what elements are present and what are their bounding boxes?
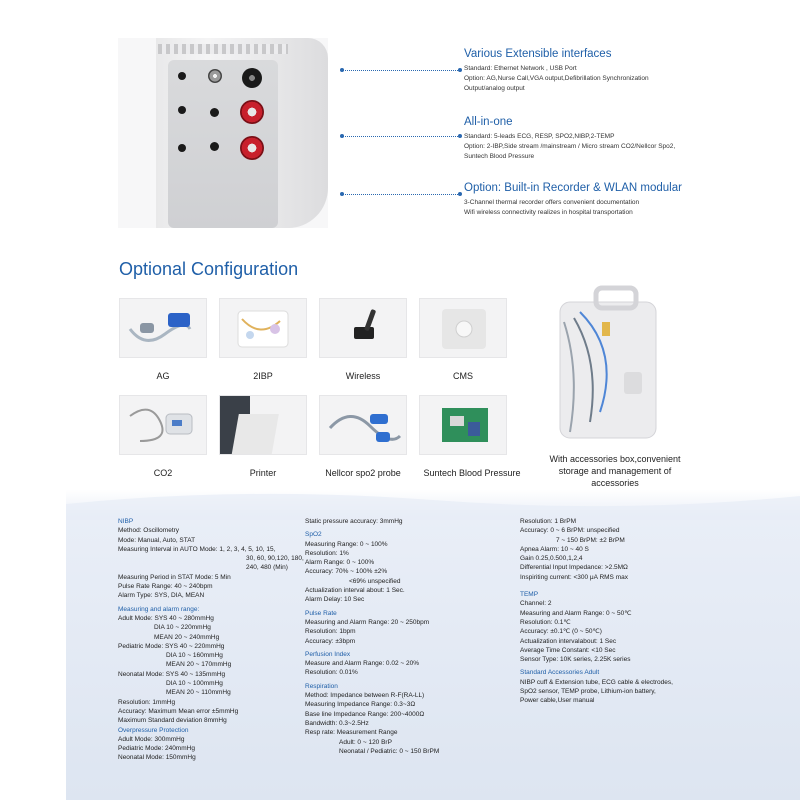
spec-line: SpO2 sensor, TEMP probe, Lithium-ion battery, <box>520 688 656 696</box>
feature-title: All-in-one <box>464 116 513 128</box>
spec-line: Measuring and Alarm Range: 20 ~ 250bpm <box>305 618 430 626</box>
spec-line: Alarm Delay: 10 Sec <box>305 596 365 604</box>
spec-line: NIBP cuff & Extension tube, ECG cable & electrodes, <box>520 678 673 686</box>
spec-line: Resp rate: Measurement Range <box>305 729 398 737</box>
connector-dot <box>340 134 344 138</box>
connector-panel <box>168 60 278 228</box>
spec-line: MEAN 20 ~ 170mmHg <box>166 661 232 669</box>
spec-line: MEAN 20 ~ 240mmHg <box>154 633 220 641</box>
feature-all-in-one <box>464 116 794 162</box>
spec-line: Accuracy: 70% ~ 100% ±2% <box>305 568 388 576</box>
connector-dot <box>340 68 344 72</box>
spec-heading: TEMP <box>520 591 539 599</box>
accessories-box-caption <box>535 453 695 489</box>
spec-line: Power cable,User manual <box>520 697 595 705</box>
spec-line: Pediatric Mode: 240mmHg <box>118 745 195 753</box>
spec-line: Neonatal Mode: 150mmHg <box>118 754 196 762</box>
spec-line: Pediatric Mode: SYS 40 ~ 220mmHg <box>118 642 225 650</box>
ibp-kit-image <box>219 298 307 358</box>
spec-line: Accuracy: ±0.1℃ (0 ~ 50℃) <box>520 628 602 636</box>
spec-line: DIA 10 ~ 220mmHg <box>154 624 211 632</box>
feature-title: Various Extensible interfaces <box>464 48 612 60</box>
spec-line: 30, 60, 90,120, 180, <box>246 555 304 563</box>
spec-line: Measure and Alarm Range: 0.02 ~ 20% <box>305 660 420 668</box>
spec-line: Accuracy: Maximum Mean error ±5mmHg <box>118 707 239 715</box>
nellcor-spo2-probe-image <box>319 395 407 455</box>
spec-line: Neonatal Mode: SYS 40 ~ 135mmHg <box>118 670 226 678</box>
feature-line: Option: AG,Nurse Call,VGA output,Defibrillation Synchronization <box>464 75 649 82</box>
feature-recorder-wlan <box>464 182 794 218</box>
optional-configuration-title: Optional Configuration <box>119 259 299 279</box>
spec-line: Actualization interval about: 1 Sec. <box>305 587 405 595</box>
spec-line: Measuring Period in STAT Mode: 5 Min <box>118 573 231 581</box>
spec-line: Average Time Constant: <10 Sec <box>520 646 616 654</box>
spec-line: Resolution: 1% <box>305 549 349 557</box>
printer-module-image <box>219 395 307 455</box>
cms-module-image <box>419 298 507 358</box>
spec-line: Bandwidth: 0.3~2.5Hz <box>305 719 369 727</box>
spec-line: Pulse Rate Range: 40 ~ 240bpm <box>118 583 213 591</box>
connector-dot <box>458 134 462 138</box>
feature-line: Standard: 5-leads ECG, RESP, SPO2,NIBP,2-TEMP <box>464 133 615 140</box>
spec-line: <69% unspecified <box>349 577 401 585</box>
spec-line: Resolution: 1 BrPM <box>520 518 576 525</box>
spec-line: Sensor Type: 10K series, 2.25K series <box>520 656 631 664</box>
spec-line: Resolution: 0.1℃ <box>520 618 571 626</box>
spec-line: Adult Mode: 300mmHg <box>118 735 185 743</box>
spec-line: Accuracy: 0 ~ 6 BrPM: unspecified <box>520 527 620 535</box>
feature-interfaces <box>464 48 794 94</box>
spec-line: Adult Mode: SYS 40 ~ 280mmHg <box>118 614 214 622</box>
spec-line: Resolution: 1mmHg <box>118 698 176 706</box>
spec-heading: Pulse Rate <box>305 609 337 617</box>
feature-line: Option: 2-IBP,Side stream /mainstream / Micro stream CO2/Nellcor Spo2, <box>464 143 676 150</box>
spec-line: Adult: 0 ~ 120 BrP <box>339 738 392 746</box>
feature-line: Wifi wireless connectivity realizes in hospital transportation <box>464 209 633 216</box>
feature-connector-3 <box>342 194 460 195</box>
accessory-label-suntech: Suntech Blood Pressure <box>423 468 521 478</box>
connector-dot <box>340 192 344 196</box>
accessory-label-wireless: Wireless <box>345 371 381 381</box>
accessory-label-co2: CO2 <box>153 468 173 478</box>
accessories-box-photo <box>540 282 670 442</box>
feature-line: 3-Channel thermal recorder offers convenient documentation <box>464 199 640 206</box>
wireless-module-image <box>319 298 407 358</box>
spec-line: DIA 10 ~ 160mmHg <box>166 652 223 660</box>
spec-line: Measuring Interval in AUTO Mode: 1, 2, 3, 4, 5, 10, 15, <box>118 545 276 553</box>
spec-line: Inspiriting current: <300 μA RMS max <box>520 573 628 581</box>
accessory-label-printer: Printer <box>249 468 277 478</box>
spec-line: Accuracy: ±3bpm <box>305 637 356 645</box>
feature-line: Output/analog output <box>464 85 525 92</box>
spec-line: Measuring Range: 0 ~ 100% <box>305 540 388 548</box>
spec-line: Resolution: 1bpm <box>305 628 356 636</box>
spec-heading: SpO2 <box>305 531 322 539</box>
accessory-label-cms: CMS <box>453 371 473 381</box>
spec-line: MEAN 20 ~ 110mmHg <box>166 689 231 697</box>
spec-line: Method: Impedance between R-F(RA-LL) <box>305 692 425 700</box>
feature-line: Suntech Blood Pressure <box>464 153 535 160</box>
spec-line: Apnea Alarm: 10 ~ 40 S <box>520 545 589 553</box>
spec-line: Alarm Range: 0 ~ 100% <box>305 559 375 567</box>
spec-heading: NIBP <box>118 518 134 525</box>
feature-line: Standard: Ethernet Network , USB Port <box>464 65 577 72</box>
accessory-label-nellcor: Nellcor spo2 probe <box>325 468 401 478</box>
spec-heading: Perfusion Index <box>305 650 351 658</box>
accessory-label-ag: AG <box>156 371 170 381</box>
spec-line: DIA 10 ~ 100mmHg <box>166 680 223 688</box>
spec-heading: Respiration <box>305 682 338 690</box>
spec-line: 7 ~ 150 BrPM: ±2 BrPM <box>556 536 625 544</box>
spec-line: Alarm Type: SYS, DIA, MEAN <box>118 592 205 600</box>
spec-line: 240, 480 (Min) <box>246 564 288 572</box>
specs-column-3 <box>520 517 760 706</box>
spec-line: Base line Impedance Range: 200~4000Ω <box>305 710 425 718</box>
spec-line: Static pressure accuracy: 3mmHg <box>305 518 403 525</box>
spec-heading: Measuring and alarm range: <box>118 605 200 613</box>
spec-heading: Overpressure Protection <box>118 726 189 734</box>
spec-line: Neonatal / Pediatric: 0 ~ 150 BrPM <box>339 747 440 755</box>
suntech-board-image <box>419 395 507 455</box>
caption-line: With accessories box,convenient <box>549 454 681 464</box>
spec-line: Differential Input Impedance: >2.5MΩ <box>520 564 628 572</box>
caption-line: storage and management of accessories <box>558 466 672 488</box>
device-side-panel-photo <box>118 38 328 228</box>
ag-module-image <box>119 298 207 358</box>
connector-dot <box>458 192 462 196</box>
co2-module-image <box>119 395 207 455</box>
spec-heading: Standard Accessories Adult <box>520 669 600 677</box>
spec-line: Mode: Manual, Auto, STAT <box>118 536 196 544</box>
specifications-panel <box>66 490 800 800</box>
connector-dot <box>458 68 462 72</box>
spec-line: Method: Oscillometry <box>118 527 180 535</box>
spec-line: Gain 0.25,0.500,1,2,4 <box>520 555 583 563</box>
feature-connector-1 <box>342 70 460 71</box>
spec-line: Resolution: 0.01% <box>305 669 358 677</box>
feature-title: Option: Built-in Recorder & WLAN modular <box>464 182 682 194</box>
spec-line: Maximum Standard deviation 8mmHg <box>118 717 227 725</box>
specs-column-1 <box>118 517 318 763</box>
spec-line: Channel: 2 <box>520 600 552 608</box>
spec-line: Actualization intervalabout: 1 Sec <box>520 637 617 645</box>
spec-line: Measuring and Alarm Range: 0 ~ 50℃ <box>520 609 632 617</box>
specs-column-2 <box>305 517 505 756</box>
feature-connector-2 <box>342 136 460 137</box>
spec-line: Measuring Impedance Range: 0.3~3Ω <box>305 701 416 709</box>
accessory-label-2ibp: 2IBP <box>253 371 273 381</box>
